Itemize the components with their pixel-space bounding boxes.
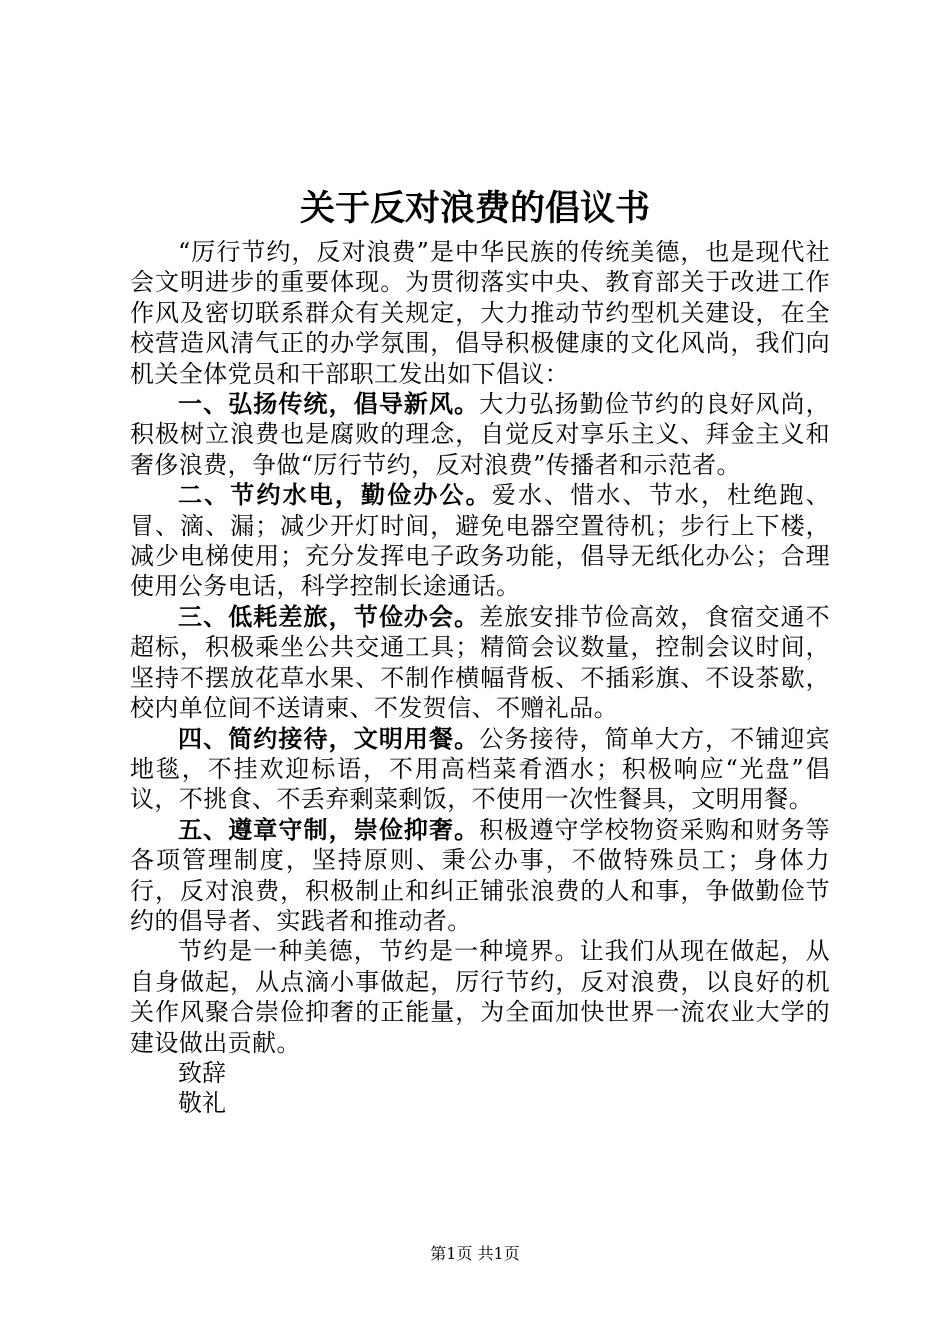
closing-line-2: 敬礼 xyxy=(178,1089,226,1118)
page-footer: 第1页 共1页 xyxy=(430,1244,520,1263)
section-heading-4: 四、简约接待，文明用餐。 xyxy=(178,724,480,753)
section-paragraph-2 xyxy=(130,480,830,602)
section-heading-1: 一、弘扬传统，倡导新风。 xyxy=(178,390,480,419)
section-paragraph-5 xyxy=(130,815,830,937)
document-body xyxy=(130,237,830,1119)
section-text-3: 差旅安排节俭高效，食宿交通不超标，积极乘坐公共交通工具；精简会议数量，控制会议时间，坚持不摆放花草水果、不制作横幅背板、不插彩旗、不设茶歇，校内单位间不送请柬、不发贺信、不赠礼品。 xyxy=(130,602,830,723)
section-heading-3: 三、低耗差旅，节俭办会。 xyxy=(178,602,480,631)
section-text-2: 爱水、惜水、节水，杜绝跑、冒、滴、漏；减少开灯时间，避免电器空置待机；步行上下楼，减少电梯使用；充分发挥电子政务功能，倡导无纸化办公；合理使用公务电话，科学控制长途通话。 xyxy=(130,481,830,601)
intro-paragraph: “厉行节约，反对浪费”是中华民族的传统美德，也是现代社会文明进步的重要体现。为贯彻落实中央、教育部关于改进工作作风及密切联系群众有关规定，大力推动节约型机关建设，在全校营造风清气正的办学氛围，倡导积极健康的文化风尚，我们向机关全体党员和干部职工发出如下倡议： xyxy=(130,238,830,388)
section-text-4: 公务接待，简单大方，不铺迎宾地毯，不挂欢迎标语，不用高档菜肴酒水；积极响应“光盘”倡议，不挑食、不丢弃剩菜剩饭，不使用一次性餐具，文明用餐。 xyxy=(130,724,830,814)
section-paragraph-1 xyxy=(130,389,830,480)
conclusion-paragraph: 节约是一种美德，节约是一种境界。让我们从现在做起，从自身做起，从点滴小事做起，厉行节约，反对浪费，以良好的机关作风聚合崇俭抑奢的正能量，为全面加快世界一流农业大学的建设做出贡献。 xyxy=(130,937,830,1057)
section-heading-5: 五、遵章守制，崇俭抑奢。 xyxy=(178,815,480,844)
section-paragraph-3 xyxy=(130,602,830,724)
closing-line-1: 致辞 xyxy=(178,1058,226,1087)
section-heading-2: 二、节约水电，勤俭办公。 xyxy=(178,481,492,510)
section-text-5: 积极遵守学校物资采购和财务等各项管理制度，坚持原则、秉公办事，不做特殊员工；身体力行，反对浪费，积极制止和纠正铺张浪费的人和事，争做勤俭节约的倡导者、实践者和推动者。 xyxy=(130,815,830,935)
section-text-1: 大力弘扬勤俭节约的良好风尚，积极树立浪费也是腐败的理念，自觉反对享乐主义、拜金主义和奢侈浪费，争做“厉行节约，反对浪费”传播者和示范者。 xyxy=(130,390,830,479)
section-paragraph-4 xyxy=(130,724,830,815)
document-title: 关于反对浪费的倡议书 xyxy=(299,189,650,229)
